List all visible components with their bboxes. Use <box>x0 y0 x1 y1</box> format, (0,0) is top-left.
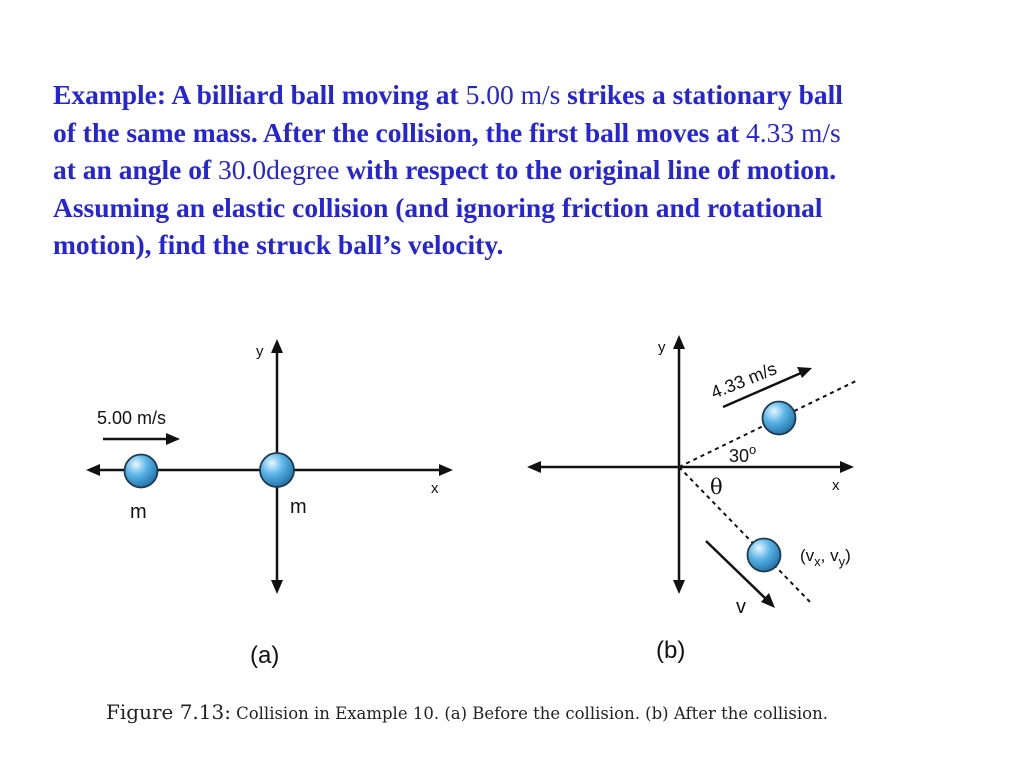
panel-a <box>86 339 453 669</box>
figure-caption <box>106 700 828 724</box>
velocity-components-label: ($v_x$, $v_y$) <box>800 546 851 569</box>
panel-b-x-label: x <box>832 477 840 494</box>
angle-value: 30.0degree <box>218 154 340 185</box>
problem-text-4: at an angle of <box>53 154 218 185</box>
mass-label-moving: m <box>130 501 147 523</box>
panel-b <box>527 335 858 664</box>
problem-text-1: Example: A billiard ball moving at <box>53 79 466 110</box>
panel-a-label: (a) <box>250 642 280 669</box>
panel-a-velocity-arrow <box>103 433 180 445</box>
problem-text-3: of the same mass. After the collision, the first ball moves at <box>53 116 747 148</box>
initial-speed-value: 5.00 m/s <box>465 79 561 110</box>
panel-a-speed-label: 5.00 m/s <box>97 408 167 428</box>
panel-b-speed-label: 4.33 m/s <box>708 358 780 403</box>
panel-b-x-axis <box>527 461 854 473</box>
moving-ball <box>125 455 158 488</box>
mass-label-stationary: m <box>290 496 307 518</box>
struck-ball-path-line <box>679 467 811 603</box>
struck-ball-after <box>748 539 781 572</box>
caption-text: Collision in Example 10. (a) Before the collision. (b) After the collision. <box>236 704 828 723</box>
theta-label: θ <box>710 475 723 499</box>
stationary-ball <box>260 453 294 487</box>
panel-b-y-label: y <box>658 339 666 356</box>
panel-b-y-axis <box>673 335 685 594</box>
problem-text-2: strikes a stationary ball <box>560 79 843 110</box>
panel-b-label: (b) <box>656 637 686 664</box>
panel-a-y-label: y <box>256 343 264 360</box>
final-speed-value: 4.33 m/s <box>746 116 841 148</box>
v-label: v <box>736 596 746 618</box>
problem-line-4: Assuming an elastic collision (and ignoring friction and rotational <box>53 191 823 223</box>
first-ball-after <box>763 402 796 435</box>
caption-label: Figure 7.13: <box>106 700 231 724</box>
problem-text-5: with respect to the original line of motion. <box>339 154 837 185</box>
problem-line-5: motion), find the struck ball’s velocity. <box>53 229 504 260</box>
angle-label: 30$^o$ <box>729 442 757 466</box>
panel-a-x-label: x <box>431 480 439 497</box>
